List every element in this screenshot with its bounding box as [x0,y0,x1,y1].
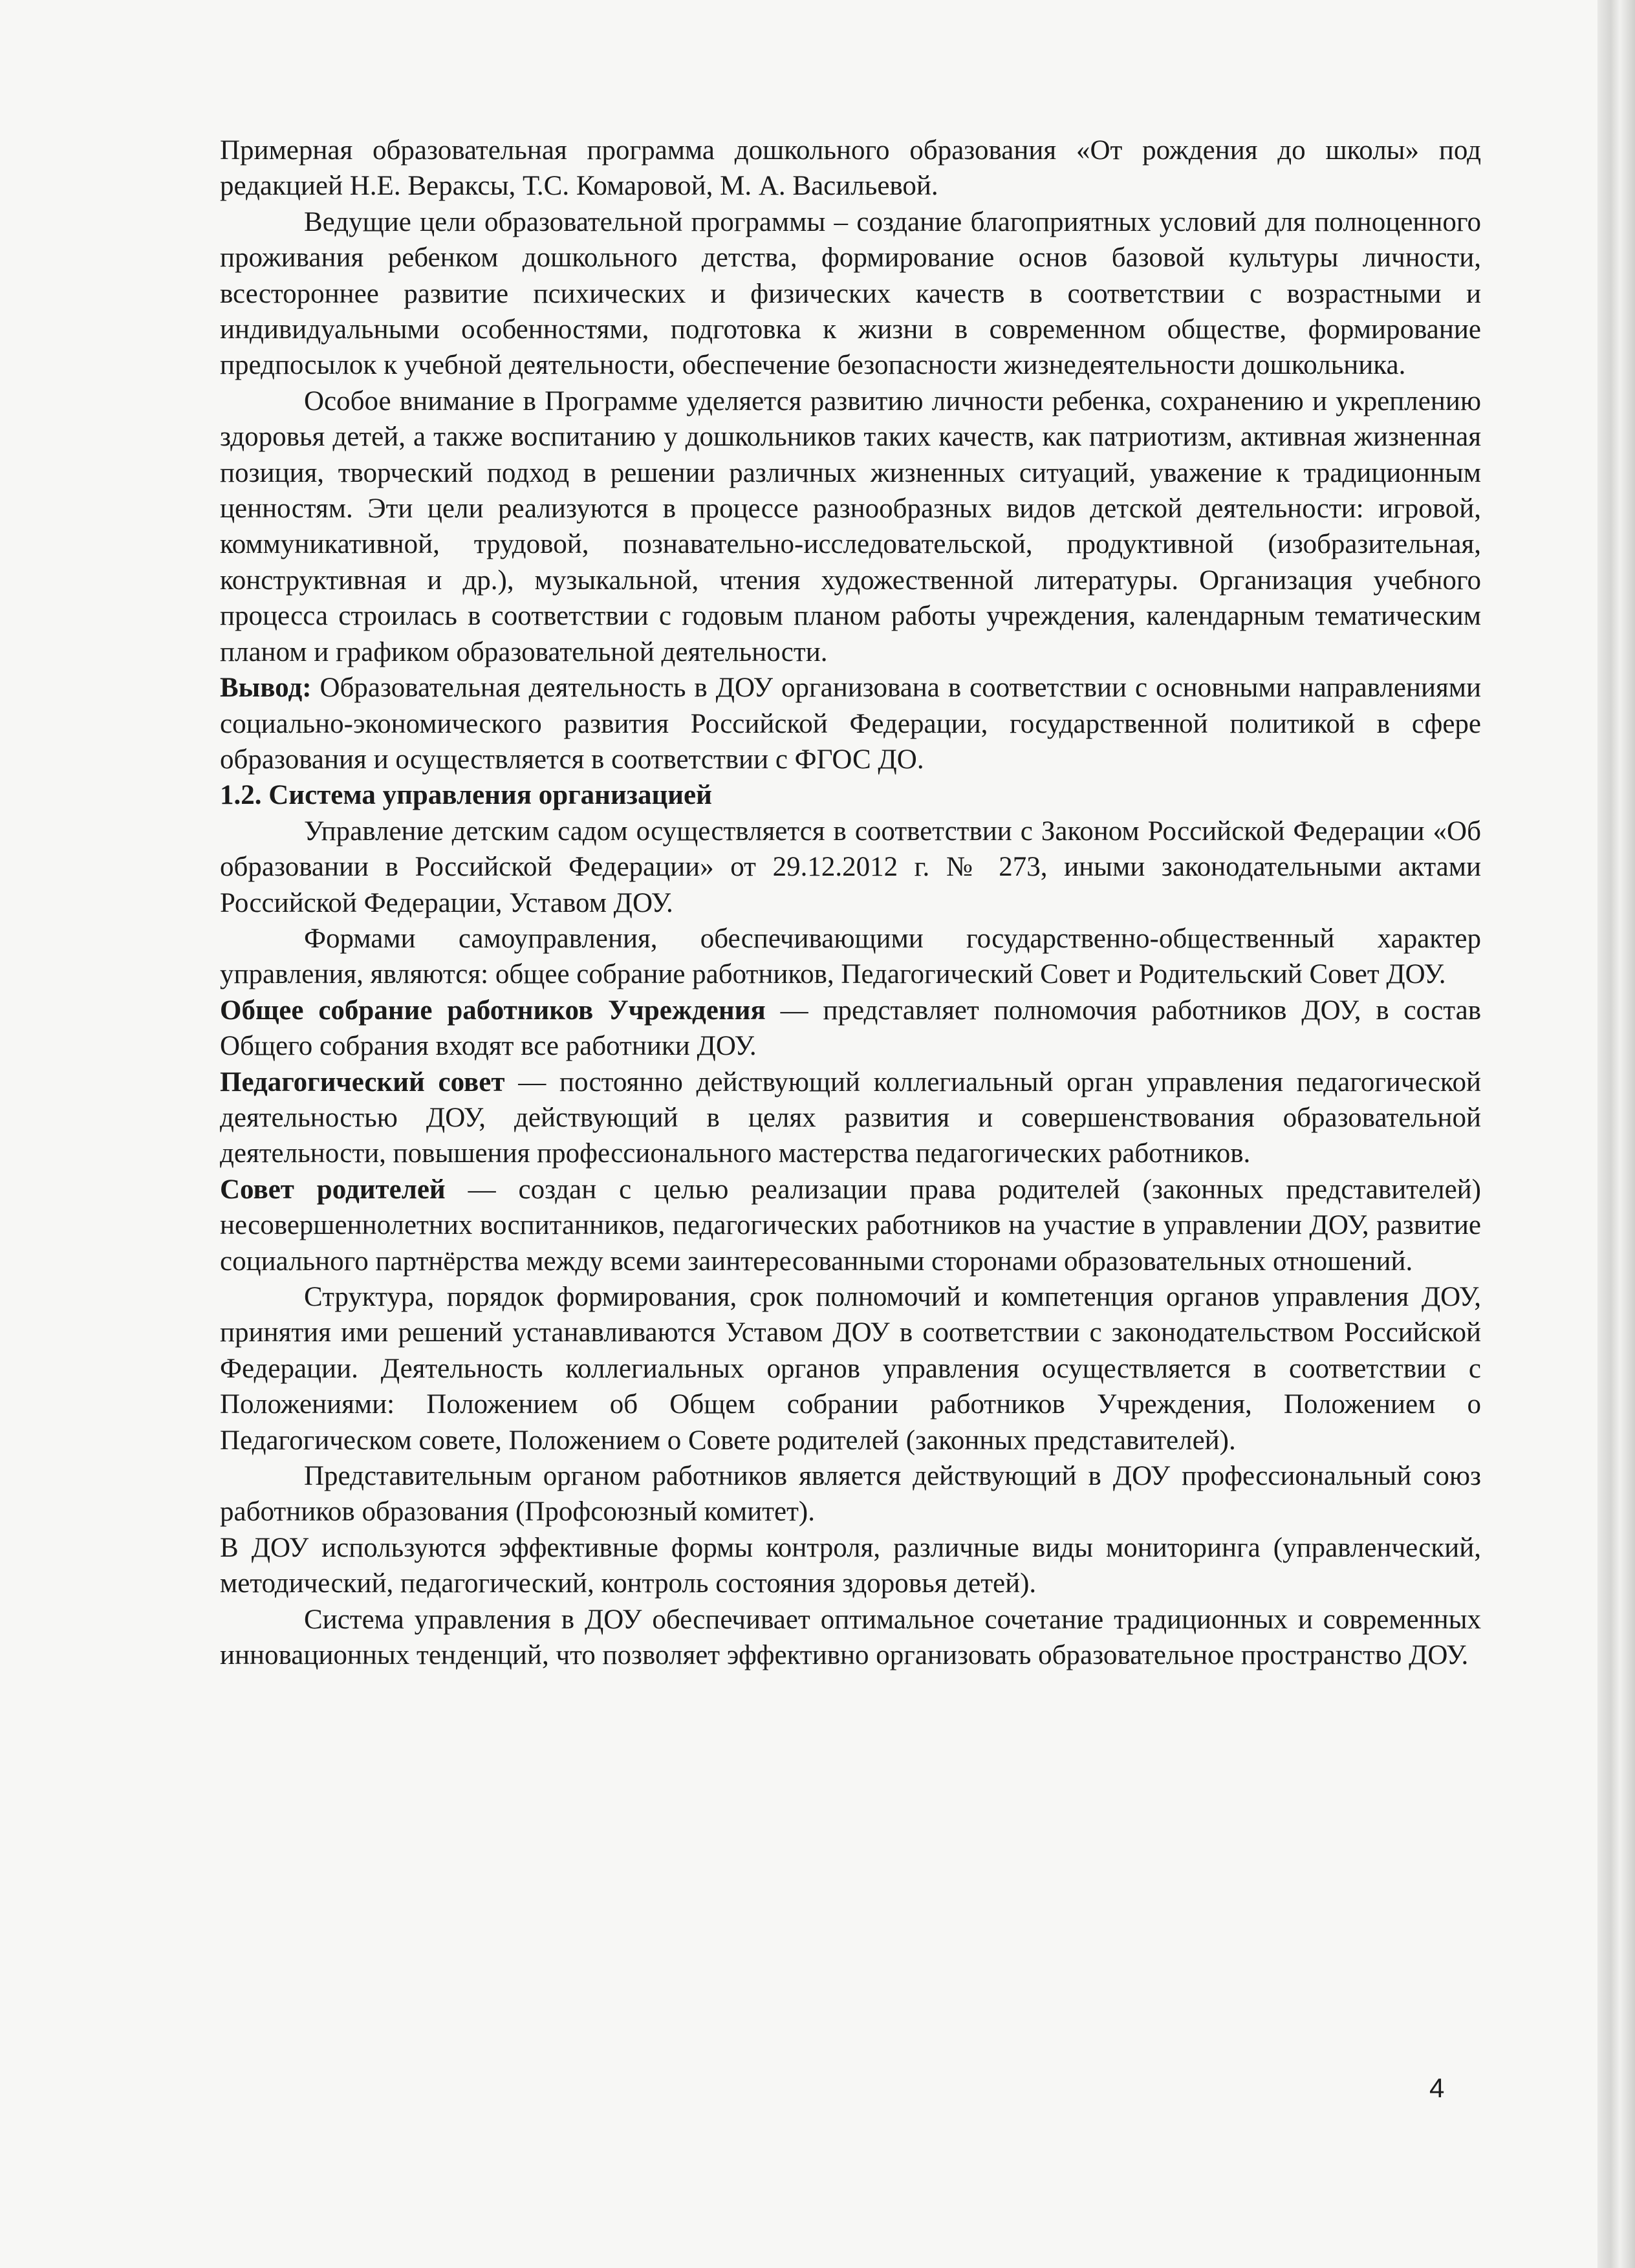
paragraph-system: Система управления в ДОУ обеспечивает оптимальное сочетание традиционных и современных инновационных тенденций, что позволяет эффективно организовать образовательное пространство ДОУ. [220,1604,1481,1671]
paragraph-self-government: Формами самоуправления, обеспечивающими государственно-общественный характер управления, являются: общее собрание работников, Педагогический Совет и Родительский Совет ДОУ. [220,923,1481,990]
conclusion-text: Образовательная деятельность в ДОУ организована в соответствии с основными направлениями социально-экономического развития Российской Федерации, государственной политикой в сфере образования и осуществляется в соответствии с ФГОС ДО. [220,673,1481,775]
conclusion-label: Вывод: [220,673,312,704]
paragraph-parents-council [220,1172,1481,1279]
paragraph-union: Представительным органом работников является действующий в ДОУ профессиональный союз работников образования (Профсоюзный комитет). [220,1461,1481,1528]
paragraph-pedagogical-council [220,1064,1481,1172]
pedagogical-council-text: — постоянно действующий коллегиальный орган управления педагогической деятельностью ДОУ, действующий в целях развития и совершенствования образовательной деятельности, повышения профессионального мастерства педагогических работников. [220,1066,1481,1169]
section-title: 1.2. Система управления организацией [220,780,712,811]
paper-stack-edge [1597,0,1635,2268]
paragraph-conclusion [220,670,1481,777]
general-meeting-text: — представляет полномочия работников ДОУ, в состав Общего собрания входят все работники ДОУ. [220,995,1481,1062]
paragraph-control: В ДОУ используются эффективные формы контроля, различные виды мониторинга (управленческий, методический, педагогический, контроль состояния здоровья детей). [220,1532,1481,1599]
paragraph-goals: Ведущие цели образовательной программы – создание благоприятных условий для полноценного проживания ребенком дошкольного детства, формирование основ базовой культуры личности, всестороннее развитие психических и физических качеств в соответствии с возрастными и индивидуальными особенностями, подготовка к жизни в современном обществе, формирование предпосылок к учебной деятельности, обеспечение безопасности жизнедеятельности дошкольника. [220,206,1481,381]
paragraph-general-meeting [220,993,1481,1064]
general-meeting-label: Общее собрание работников Учреждения [220,995,766,1026]
document-body [220,133,1481,1673]
paragraph-attention: Особое внимание в Программе уделяется развитию личности ребенка, сохранению и укреплению здоровья детей, а также воспитанию у дошкольников таких качеств, как патриотизм, активная жизненная позиция, творческий подход в решении различных жизненных ситуаций, уважение к традиционным ценностям. Эти цели реализуются в процессе разнообразных видов детской деятельности: игровой, коммуникативной, трудовой, познавательно-исследовательской, продуктивной (изобразительная, конструктивная и др.), музыкальной, чтения художественной литературы. Организация учебного процесса строилась в соответствии с годовым планом работы учреждения, календарным тематическим планом и графиком образовательной деятельности. [220,385,1481,667]
paragraph-program: Примерная образовательная программа дошкольного образования «От рождения до школы» под редакцией Н.Е. Вераксы, Т.С. Комаровой, М. А. Васильевой. [220,135,1481,202]
parents-council-text: — создан с целью реализации права родителей (законных представителей) несовершеннолетних воспитанников, педагогических работников на участие в управлении ДОУ, развитие социального партнёрства между всеми заинтересованными сторонами образовательных отношений. [220,1174,1481,1277]
paragraph-management: Управление детским садом осуществляется в соответствии с Законом Российской Федерации «Об образовании в Российской Федерации» от 29.12.2012 г. № 273, иными законодательными актами Российской Федерации, Уставом ДОУ. [220,815,1481,918]
page-number: 4 [1429,2073,1445,2103]
paragraph-structure: Структура, порядок формирования, срок полномочий и компетенция органов управления ДОУ, принятия ими решений устанавливаются Уставом ДОУ в соответствии с законодательством Российской Федерации. Деятельность коллегиальных органов управления осуществляется в соответствии с Положениями: Положением об Общем собрании работников Учреждения, Положением о Педагогическом совете, Положением о Совете родителей (законных представителей). [220,1282,1481,1456]
pedagogical-council-label: Педагогический совет [220,1066,505,1097]
parents-council-label: Совет родителей [220,1174,446,1205]
